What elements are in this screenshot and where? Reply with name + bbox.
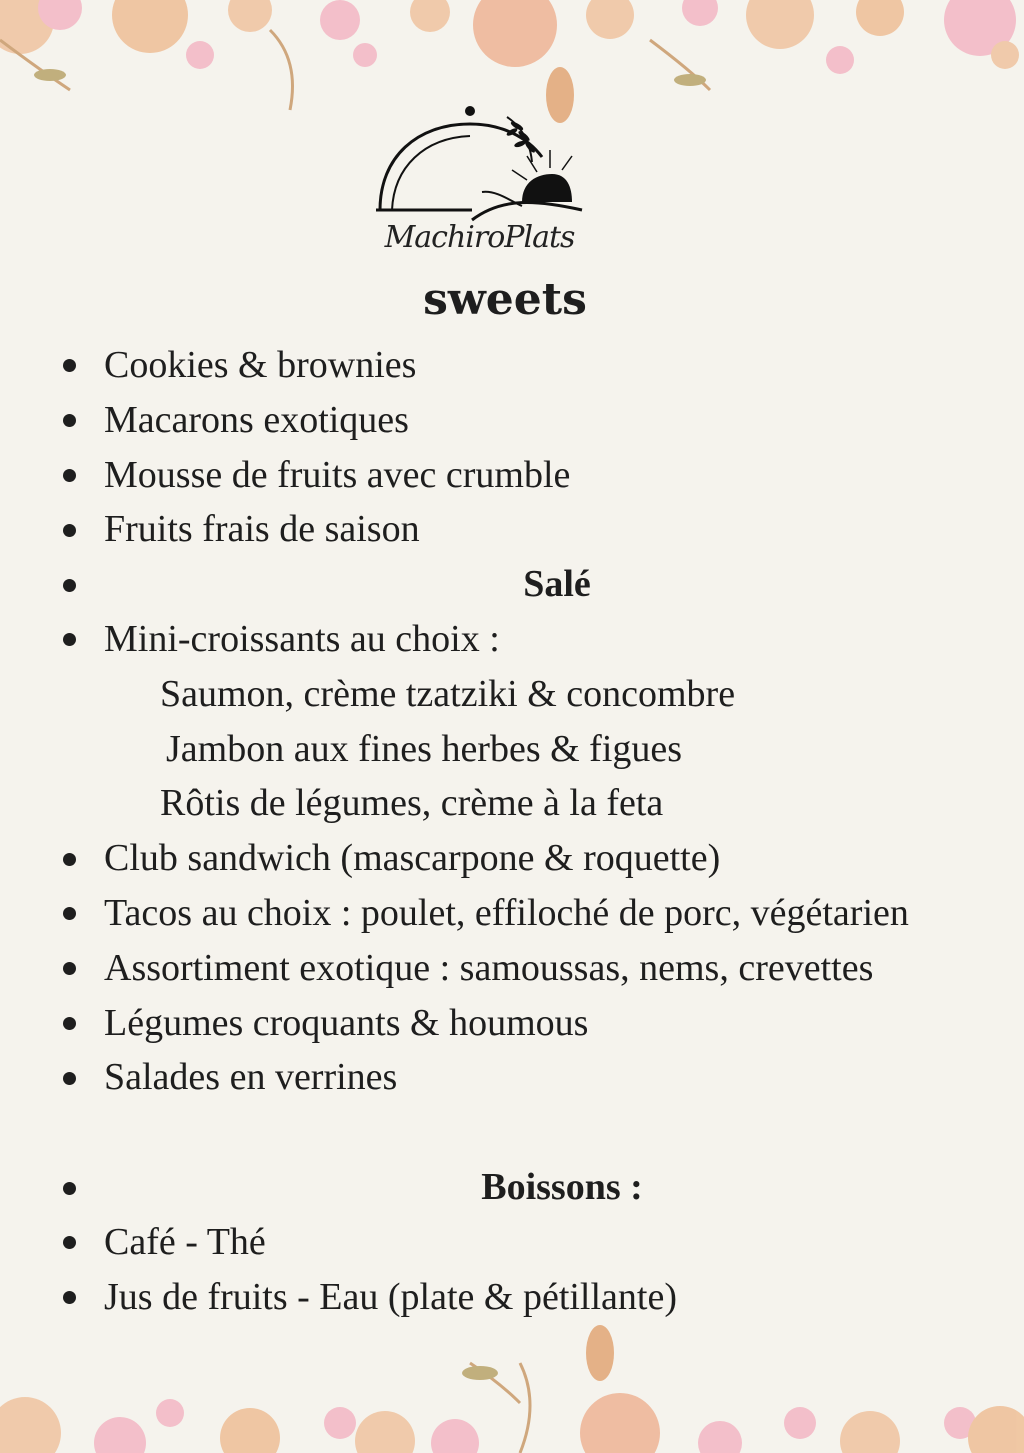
bullet — [63, 524, 76, 537]
list-item: Café - Thé — [0, 1215, 1024, 1270]
bullet — [63, 1072, 76, 1085]
bullet — [63, 469, 76, 482]
list-item: Cookies & brownies — [0, 338, 1024, 393]
bullet — [63, 1017, 76, 1030]
bullet — [63, 1236, 76, 1249]
bullet — [63, 359, 76, 372]
list-item: Jus de fruits - Eau (plate & pétillante) — [0, 1270, 1024, 1325]
bullet — [63, 907, 76, 920]
brand-logo — [372, 102, 587, 264]
spacer — [0, 1105, 1024, 1160]
bullet — [63, 579, 76, 592]
menu-list — [0, 338, 1024, 1325]
list-item: Salades en verrines — [0, 1050, 1024, 1105]
section-heading-sale: Salé — [0, 557, 1024, 612]
brand-name: MachiroPlats — [384, 220, 575, 255]
list-item: Légumes croquants & houmous — [0, 996, 1024, 1051]
list-item: Macarons exotiques — [0, 393, 1024, 448]
page-title: sweets — [423, 274, 587, 325]
cloche-icon — [372, 102, 587, 222]
floral-border-bottom — [0, 1323, 1024, 1453]
section-heading-boissons: Boissons : — [0, 1160, 1024, 1215]
list-item: Mini-croissants au choix : — [0, 612, 1024, 667]
sub-item: Saumon, crème tzatziki & concombre — [160, 672, 736, 715]
list-item: Fruits frais de saison — [0, 502, 1024, 557]
list-item: Assortiment exotique : samoussas, nems, crevettes — [0, 941, 1024, 996]
list-item: Mousse de fruits avec crumble — [0, 448, 1024, 503]
list-item: Tacos au choix : poulet, effiloché de porc, végétarien — [0, 886, 1024, 941]
bullet — [63, 414, 76, 427]
bullet — [63, 633, 76, 646]
list-item: Club sandwich (mascarpone & roquette) — [0, 831, 1024, 886]
bullet — [63, 1182, 76, 1195]
bullet — [63, 853, 76, 866]
sub-item: Jambon aux fines herbes & figues — [166, 727, 683, 770]
bullet — [63, 1291, 76, 1304]
sub-item: Rôtis de légumes, crème à la feta — [160, 782, 664, 825]
bullet — [63, 962, 76, 975]
